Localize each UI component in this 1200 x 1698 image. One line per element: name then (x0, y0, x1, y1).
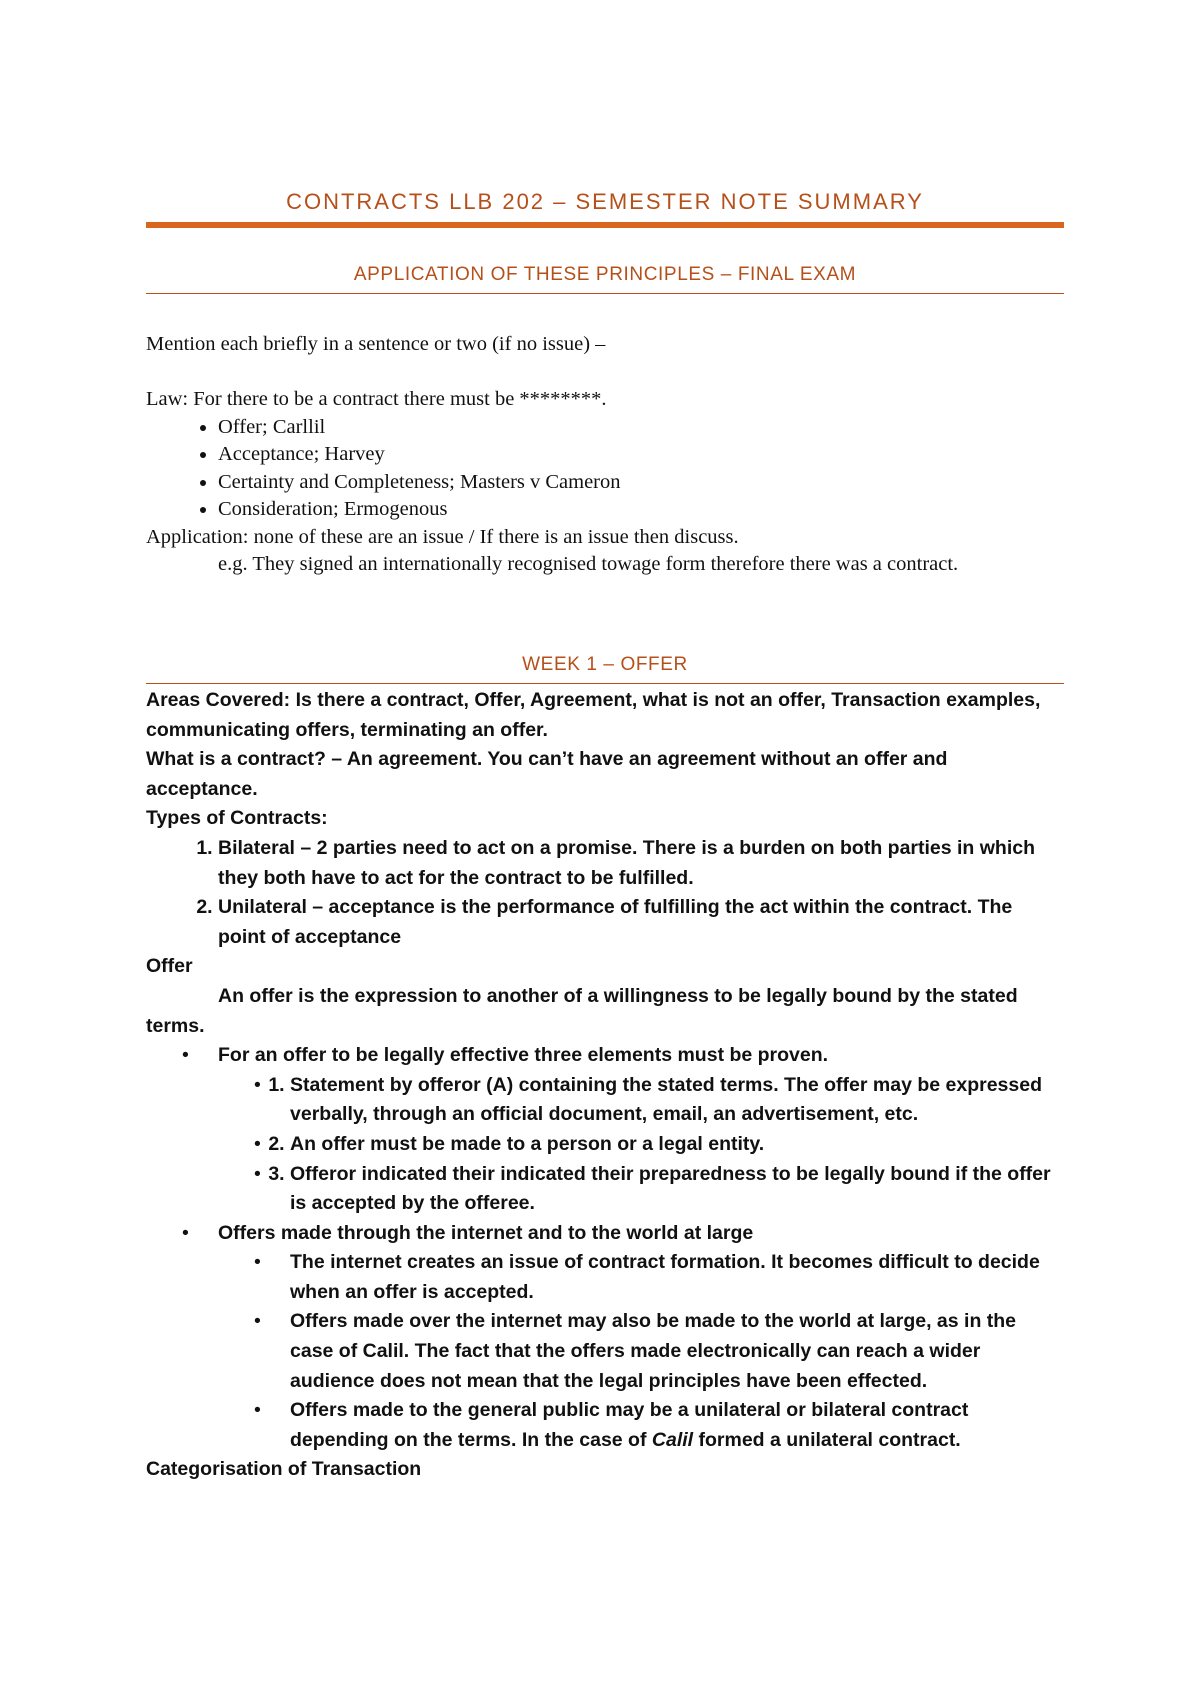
application-heading-rule (146, 293, 1064, 294)
week1-heading: WEEK 1 – OFFER (522, 654, 688, 675)
point-text: Offers made to the general public may be a unilateral or bilateral contract depending on the terms. In the case of (290, 1399, 969, 1451)
offer-bullets (146, 1041, 1064, 1455)
offer-elements-list (218, 1071, 1064, 1219)
list-item: 2. Unilateral – acceptance is the performance of fulfilling the act within the contract. The point of acceptance (218, 893, 1064, 952)
list-item: 1. Bilateral – 2 parties need to act on a promise. There is a burden on both parties in which they both have to act for the contract to be fulfilled. (218, 834, 1064, 893)
bullet-text: For an offer to be legally effective three elements must be proven. (218, 1044, 829, 1067)
internet-points-list (218, 1248, 1064, 1455)
offer-label: Offer (146, 955, 193, 978)
bullet-text: Offers made through the internet and to the world at large (218, 1221, 754, 1244)
list-item (290, 1396, 1064, 1455)
point-text: formed a unilateral contract. (693, 1428, 961, 1451)
list-item: • Acceptance; Harvey (218, 441, 1064, 469)
application-text: Application: none of these are an issue / If there is an issue then discuss. (146, 525, 739, 548)
list-item: • The internet creates an issue of contract formation. It becomes difficult to decide when an offer is accepted. (290, 1248, 1064, 1307)
application-section (146, 331, 1064, 579)
areas-covered: Areas Covered: Is there a contract, Offer, Agreement, what is not an offer, Transaction examples, communicating offers, terminating an offer. (146, 689, 1041, 741)
list-item: • Offers made over the internet may also be made to the world at large, as in the case of Calil. The fact that the offers made electronically can reach a wider audience does not mean that the legal principles have been effected. (290, 1307, 1064, 1396)
types-label: Types of Contracts: (146, 807, 328, 830)
week1-heading-rule (146, 683, 1064, 684)
week1-section (146, 686, 1064, 1485)
list-item (218, 1041, 1064, 1219)
list-item: • Certainty and Completeness; Masters v Cameron (218, 469, 1064, 497)
document-title: CONTRACTS LLB 202 – SEMESTER NOTE SUMMARY (286, 189, 924, 214)
what-is-contract: What is a contract? – An agreement. You can’t have an agreement without an offer and acceptance. (146, 748, 948, 800)
law-text: Law: For there to be a contract there must be ********. (146, 388, 607, 410)
list-item: • Offer; Carllil (218, 414, 1064, 442)
types-list (146, 834, 1064, 952)
list-item: • 3. Offeror indicated their indicated their preparedness to be legally bound if the offer is accepted by the offeree. (290, 1160, 1064, 1219)
list-item (218, 1219, 1064, 1456)
example-text: e.g. They signed an internationally recognised towage form therefore there was a contract. (218, 553, 959, 575)
title-underline (146, 222, 1064, 228)
list-item: • 1. Statement by offeror (A) containing the stated terms. The offer may be expressed verbally, through an official document, email, an advertisement, etc. (290, 1071, 1064, 1130)
intro-text: Mention each briefly in a sentence or two (if no issue) – (146, 333, 606, 355)
list-item: • 2. An offer must be made to a person or a legal entity. (290, 1130, 1064, 1160)
application-heading: APPLICATION OF THESE PRINCIPLES – FINAL EXAM (353, 264, 857, 285)
contract-elements-list (146, 414, 1064, 524)
blank-line (146, 359, 1064, 387)
case-name: Calil (651, 1428, 694, 1451)
categorisation-heading: Categorisation of Transaction (146, 1458, 422, 1481)
offer-definition: An offer is the expression to another of a willingness to be legally bound by the stated terms. (146, 984, 1018, 1037)
list-item: • Consideration; Ermogenous (218, 496, 1064, 524)
